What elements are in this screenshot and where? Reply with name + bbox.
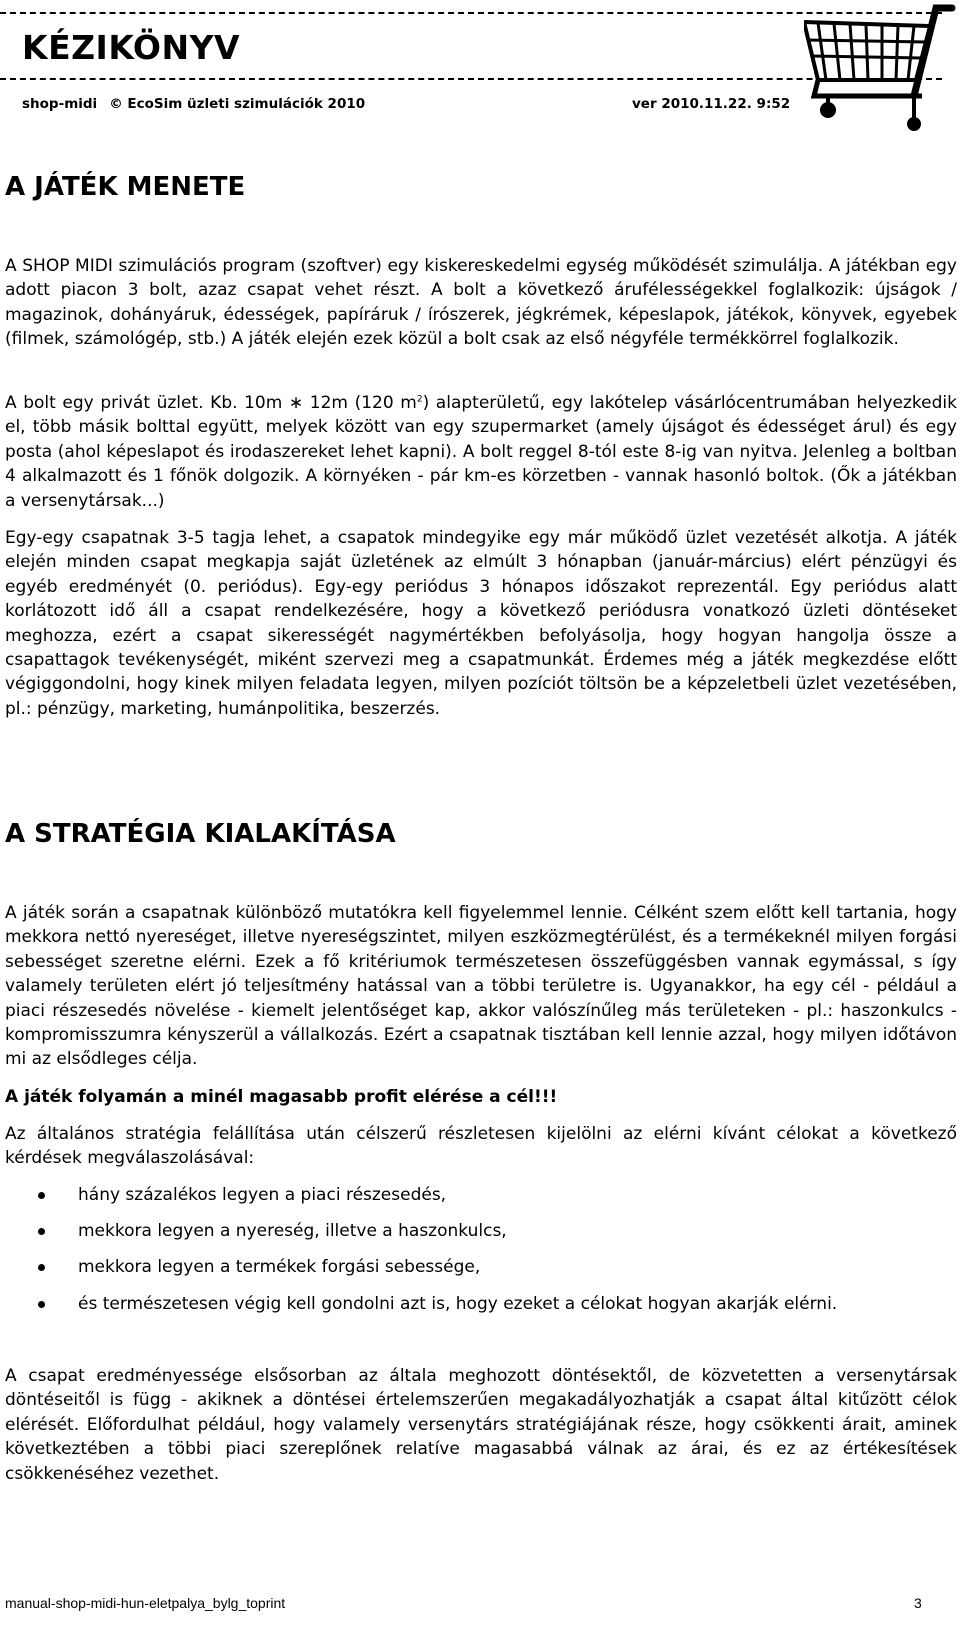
bullet-icon: [38, 1264, 45, 1271]
list-item: [0, 1292, 940, 1316]
shopping-cart-icon: [804, 0, 960, 134]
product-name: shop-midi: [22, 96, 98, 112]
paragraph-competition: A csapat eredményessége elsősorban az általa meghozott döntésektől, de közvetetten a versenytársak döntéseitől is függ - akiknek a döntései értelemszerűen megakadályozhatják a csapat által kitűzött célok elérését. Előfordulhat például, hogy valamely versenytárs stratégiájának része, hogy csökkenti árait, aminek következtében a többi piaci szereplőnek relatíve magasabbá válnak az árai, és ez az értékesítések csökkenéséhez vezethet.: [5, 1366, 957, 1484]
list-item: [0, 1255, 940, 1279]
bullet-icon: [38, 1192, 45, 1199]
section-heading-strategy: A STRATÉGIA KIALAKÍTÁSA: [5, 819, 396, 849]
copyright-text: © EcoSim üzleti szimulációk 2010: [109, 96, 366, 112]
list-item: [0, 1219, 940, 1243]
paragraph-strategy-goals: Az általános stratégia felállítása után célszerű részletesen kijelölni az elérni kívánt célokat a következő kérdések megválaszolásával:: [5, 1124, 957, 1169]
paragraph-teams: Egy-egy csapatnak 3-5 tagja lehet, a csapatok mindegyike egy már működő üzlet vezetését alkotja. A játék elején minden csapat megkapja saját üzletének az elmúlt 3 hónapban (január-március) elért pénzügyi és egyéb eredményét (0. periódus). Egy-egy periódus 3 hónapos időszakot reprezentál. Egy periódus alatt korlátozott idő áll a csapat rendelkezésére, hogy a következő periódusra vonatkozó üzleti döntéseket meghozza, ezért a csapat sikerességét nagymértékben befolyásolja, hogy hogyan hangolja össze a csapattagok tevékenységét, miként szervezi meg a csapatmunkát. Érdemes még a játék megkezdése előtt végiggondolni, hogy kinek milyen feladata legyen, milyen pozíciót töltsön be a képzeletbeli üzlet vezetésében, pl.: pénzügy, marketing, humánpolitika, beszerzés.: [5, 528, 957, 719]
footer-filename: manual-shop-midi-hun-eletpalya_bylg_toprint: [5, 1595, 286, 1611]
version-text: ver 2010.11.22. 9:52: [632, 96, 791, 112]
list-item-text: mekkora legyen a nyereség, illetve a haszonkulcs,: [78, 1221, 507, 1241]
list-item-text: hány százalékos legyen a piaci részesedés,: [78, 1185, 447, 1205]
header-bottom-rule: [0, 78, 942, 80]
paragraph-intro: A SHOP MIDI szimulációs program (szoftver) egy kiskereskedelmi egység működését szimulálja. A játékban egy adott piacon 3 bolt, azaz csapat vehet részt. A bolt a következő árufélességekkel foglalkozik: újságok / magazinok, dohányáruk, édességek, papíráruk / írószerek, jégkrémek, képeslapok, játékok, könyvek, egyebek (filmek, számológép, stb.) A játék elején ezek közül a bolt csak az első négyféle termékkörrel foglalkozik.: [5, 256, 957, 350]
header-top-rule: [0, 12, 942, 14]
store-text-part2: ) alapterületű, egy lakótelep vásárlócentrumában helyezkedik el, több másik bolttal együtt, melyek között van egy szupermarket (amely újságot és édességet árul) és egy posta (ahol képeslapot és irodaszereket lehet kapni). A bolt reggel 8-tól este 8-ig van nyitva. Jelenleg a boltban 4 alkalmazott és 1 főnök dolgozik. A környéken - pár km-es körzetben - vannak hasonló boltok. (Ők a játékban a versenytársak...): [5, 393, 957, 511]
paragraph-store-description: [5, 391, 957, 513]
list-item-text: mekkora legyen a termékek forgási sebessége,: [78, 1257, 481, 1277]
bullet-icon: [38, 1301, 45, 1308]
superscript-2: 2: [416, 394, 423, 405]
list-item: [0, 1183, 940, 1207]
header-meta-left: [22, 95, 365, 113]
paragraph-strategy-criteria: A játék során a csapatnak különböző mutatókra kell figyelemmel lennie. Célként szem előtt kell tartania, hogy mekkora nettó nyereséget, illetve nyereségszintet, milyen eszközmegtérülést, és a termékeknél milyen forgási sebességet szeretne elérni. Ezek a fő kritériumok természetesen összefüggésben vannak egymással, s így valamely területen elért jó teljesítmény hatással van a többi területre is. Ugyanakkor, ha egy cél - például a piaci részesedés növelése - kiemelt jelentőséget kap, akkor valószínűleg más területeken - pl.: haszonkulcs - kompromisszumra kényszerül a vállalkozás. Ezért a csapatnak tisztában kell lennie azzal, hogy milyen időtávon mi az elsődleges célja.: [5, 903, 957, 1070]
goal-statement: A játék folyamán a minél magasabb profit elérése a cél!!!: [5, 1087, 558, 1107]
document-title: KÉZIKÖNYV: [22, 28, 241, 67]
page-number: 3: [914, 1595, 922, 1611]
bullet-icon: [38, 1228, 45, 1235]
list-item-text: és természetesen végig kell gondolni azt is, hogy ezeket a célokat hogyan akarják elérni.: [78, 1294, 838, 1314]
store-text-part1: A bolt egy privát üzlet. Kb. 10m ∗ 12m (120 m: [5, 393, 417, 413]
section-heading-game-flow: A JÁTÉK MENETE: [5, 172, 246, 202]
